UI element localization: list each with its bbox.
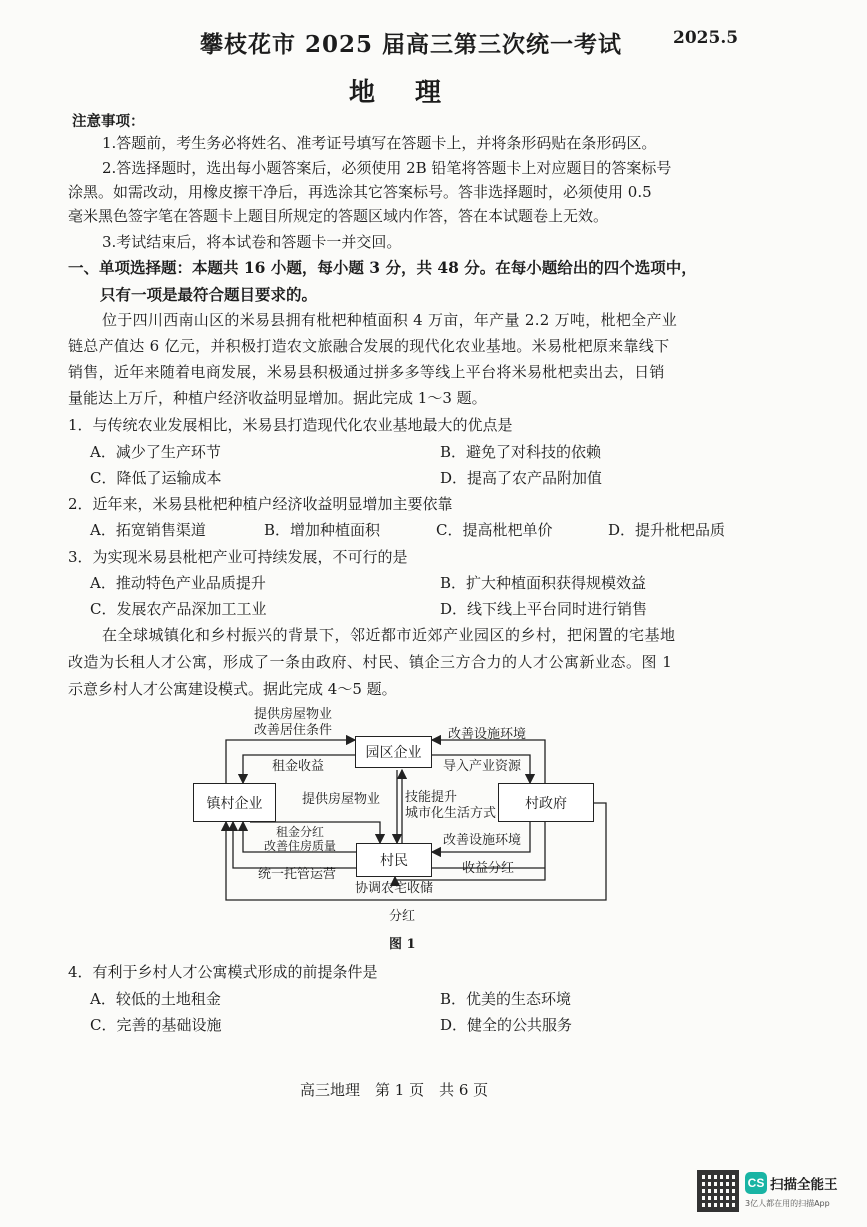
q2-option-d[interactable]: D．提升枇杷品质 — [608, 521, 726, 539]
label-improve-house: 改善住房质量 — [264, 839, 337, 853]
passage-line: 销售，近年来随着电商发展，米易县积极通过拼多多等线上平台将米易枇杷卖出去，日销 — [68, 363, 665, 381]
question-3-stem: 3．为实现米易县枇杷产业可持续发展，不可行的是 — [68, 548, 408, 566]
qr-code-icon — [697, 1170, 739, 1212]
scanner-tagline: 3亿人都在用的扫描App — [745, 1199, 830, 1208]
notice-line: 2.答选择题时，选出每小题答案后，必须使用 2B 铅笔将答题卡上对应题目的答案标号 — [102, 159, 672, 177]
label-urban-life: 城市化生活方式 — [405, 806, 497, 821]
camscanner-logo-icon: CS — [745, 1172, 767, 1194]
passage-line: 量能达上万斤，种植户经济收益明显增加。据此完成 1～3 题。 — [68, 389, 487, 407]
q4-option-a[interactable]: A．较低的土地租金 — [90, 990, 221, 1008]
q4-option-b[interactable]: B．优美的生态环境 — [440, 990, 572, 1008]
q1-option-d[interactable]: D．提高了农产品附加值 — [440, 469, 603, 487]
q2-option-c[interactable]: C．提高枇杷单价 — [436, 521, 553, 539]
notice-line: 1.答题前，考生务必将姓名、准考证号填写在答题卡上，并将条形码贴在条形码区。 — [102, 134, 657, 152]
notice-line: 毫米黑色签字笔在答题卡上题目所规定的答题区域内作答，答在本试题卷上无效。 — [68, 207, 609, 225]
label-provide-property: 提供房屋物业 — [254, 707, 333, 722]
label-rent-dividend: 租金分红 — [276, 825, 325, 839]
q1-option-c[interactable]: C．降低了运输成本 — [90, 469, 222, 487]
notice-line: 3.考试结束后，将本试卷和答题卡一并交回。 — [102, 233, 402, 251]
node-park-enterprise: 园区企业 — [355, 736, 432, 768]
passage-line: 改造为长租人才公寓，形成了一条由政府、村民、镇企三方合力的人才公寓新业态。图 1 — [68, 653, 673, 671]
question-2-stem: 2．近年来，米易县枇杷种植户经济收益明显增加主要依靠 — [68, 495, 453, 513]
passage-line: 位于四川西南山区的米易县拥有枇杷种植面积 4 万亩，年产量 2.2 万吨，枇杷全产业 — [102, 311, 678, 329]
passage-line: 在全球城镇化和乡村振兴的背景下，邻近都市近郊产业园区的乡村，把闲置的宅基地 — [102, 626, 676, 644]
q2-option-a[interactable]: A．拓宽销售渠道 — [90, 521, 206, 539]
label-improve-living: 改善居住条件 — [254, 723, 333, 738]
q3-option-b[interactable]: B．扩大种植面积获得规模效益 — [440, 574, 647, 592]
notice-heading: 注意事项： — [72, 113, 145, 130]
label-improve-env-bottom: 改善设施环境 — [443, 833, 522, 848]
label-improve-env-top: 改善设施环境 — [448, 727, 527, 742]
q3-option-a[interactable]: A．推动特色产业品质提升 — [90, 574, 266, 592]
question-1-stem: 1．与传统农业发展相比，米易县打造现代化农业基地最大的优点是 — [68, 416, 513, 434]
q2-option-b[interactable]: B．增加种植面积 — [264, 521, 381, 539]
label-rent-income: 租金收益 — [272, 759, 325, 774]
question-4-stem: 4．有利于乡村人才公寓模式形成的前提条件是 — [68, 963, 378, 981]
node-town-enterprise: 镇村企业 — [193, 783, 276, 822]
q1-option-b[interactable]: B．避免了对科技的依赖 — [440, 443, 602, 461]
q4-option-d[interactable]: D．健全的公共服务 — [440, 1016, 573, 1034]
figure-caption: 图 1 — [389, 937, 416, 952]
subject-title: 地理 — [349, 78, 482, 108]
section-heading: 一、单项选择题：本题共 16 小题，每小题 3 分，共 48 分。在每小题给出的四个选项中， — [68, 258, 697, 277]
scanner-app-name: 扫描全能王 — [770, 1177, 838, 1193]
exam-title: 攀枝花市 2025 届高三第三次统一考试 — [200, 31, 623, 58]
label-income-dividend: 收益分红 — [462, 861, 515, 876]
page-footer: 高三地理 第 1 页 共 6 页 — [300, 1081, 489, 1099]
label-provide-property-mid: 提供房屋物业 — [302, 792, 381, 807]
node-village-government: 村政府 — [498, 783, 594, 822]
q4-option-c[interactable]: C．完善的基础设施 — [90, 1016, 222, 1034]
label-unified-mgmt: 统一托管运营 — [258, 867, 337, 882]
node-villager: 村民 — [356, 843, 432, 877]
q3-option-c[interactable]: C．发展农产品深加工工业 — [90, 600, 267, 618]
notice-line: 涂黑。如需改动，用橡皮擦干净后，再选涂其它答案标号。答非选择题时，必须使用 0.5 — [68, 183, 652, 201]
label-dividend: 分红 — [389, 909, 416, 924]
exam-date: 2025.5 — [673, 28, 739, 48]
q1-option-a[interactable]: A．减少了生产环节 — [90, 443, 221, 461]
label-skill-up: 技能提升 — [405, 790, 458, 805]
section-heading-cont: 只有一项是最符合题目要求的。 — [100, 285, 318, 304]
label-import-industry: 导入产业资源 — [443, 759, 522, 774]
q3-option-d[interactable]: D．线下线上平台同时进行销售 — [440, 600, 648, 618]
passage-line: 示意乡村人才公寓建设模式。据此完成 4～5 题。 — [68, 680, 397, 698]
passage-line: 链总产值达 6 亿元，并积极打造农文旅融合发展的现代化农业基地。米易枇杷原来靠线下 — [68, 337, 670, 355]
label-coordinate: 协调农宅收储 — [355, 881, 434, 896]
